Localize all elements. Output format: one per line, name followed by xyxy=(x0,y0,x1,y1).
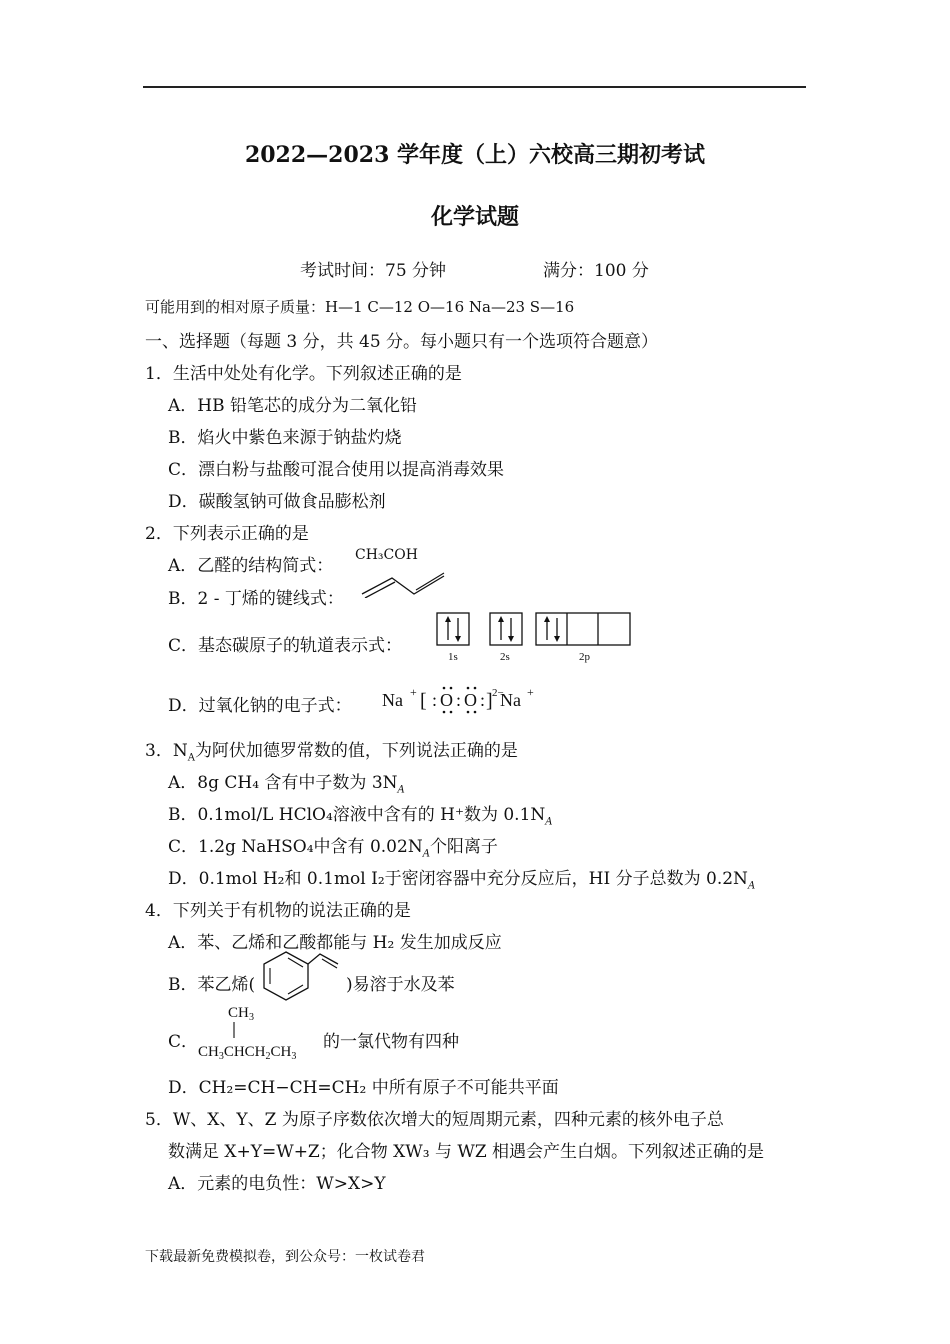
peroxide-electron-formula xyxy=(380,678,540,718)
q2-stem: 2．下列表示正确的是 xyxy=(145,524,309,544)
q1-option-d: D．碳酸氢钠可做食品膨松剂 xyxy=(168,492,386,512)
q1-option-a: A．HB 铅笔芯的成分为二氧化铅 xyxy=(168,396,417,416)
svg-text:[: [ xyxy=(420,690,427,712)
orbital-diagram xyxy=(432,610,637,666)
svg-text:O: O xyxy=(440,690,453,710)
svg-text:+: + xyxy=(410,685,417,699)
na-left: Na xyxy=(382,690,403,710)
svg-text::: : xyxy=(456,690,462,710)
orbital-label-2p: 2p xyxy=(579,651,590,663)
q4-stem: 4．下列关于有机物的说法正确的是 xyxy=(145,901,411,921)
svg-text::: : xyxy=(480,690,486,710)
q3-option-b: B．0.1mol/L HClO₄溶液中含有的 H⁺数为 $0.1N_A$ xyxy=(168,805,553,828)
section-heading: 一、选择题（每题 3 分，共 45 分。每小题只有一个选项符合题意） xyxy=(145,332,659,352)
q4-option-c-text: 的一氯代物有四种 xyxy=(323,1032,459,1052)
q4-option-d: D．CH₂=CH−CH=CH₂ 中所有原子不可能共平面 xyxy=(168,1078,559,1098)
svg-text:]: ] xyxy=(486,690,493,712)
q4-option-c-label: C． xyxy=(168,1032,199,1052)
exam-time: 考试时间：75 分钟 xyxy=(300,261,447,281)
atomic-masses: 可能用到的相对原子质量：H—1 C—12 O—16 Na—23 S—16 xyxy=(145,298,575,316)
butene-skeletal-icon xyxy=(360,570,450,598)
q3-option-d: D．0.1mol H₂和 0.1mol I₂于密闭容器中充分反应后，HI 分子总数为 $0.2N_A$ xyxy=(168,869,756,892)
q1-option-b: B．焰火中紫色来源于钠盐灼烧 xyxy=(168,428,402,448)
q3-option-c: C．1.2g NaHSO₄中含有 $0.02N_A$个阳离子 xyxy=(168,837,498,860)
top-rule xyxy=(143,86,806,88)
orbital-label-1s: 1s xyxy=(448,651,458,663)
na-right: Na xyxy=(500,690,521,710)
q3-option-a: A．8g CH₄ 含有中子数为 $3N_A$ xyxy=(168,773,405,796)
styrene-structure-icon xyxy=(258,946,350,1004)
q5-stem-line1: 5．W、X、Y、Z 为原子序数依次增大的短周期元素，四种元素的核外电子总 xyxy=(145,1110,724,1130)
q1-option-c: C．漂白粉与盐酸可混合使用以提高消毒效果 xyxy=(168,460,505,480)
q2-option-a: A．乙醛的结构简式： xyxy=(168,556,334,576)
q4-option-b-part1: B．苯乙烯( xyxy=(168,975,256,995)
q2-option-d: D．过氧化钠的电子式： xyxy=(168,696,352,716)
exam-title: 2022—2023 学年度（上）六校高三期初考试 xyxy=(244,142,706,168)
q2-option-b: B．2 - 丁烯的键线式： xyxy=(168,589,344,609)
q3-stem: 3．$N_A$为阿伏加德罗常数的值，下列说法正确的是 xyxy=(145,741,518,764)
svg-text:O: O xyxy=(464,690,477,710)
footer-note: 下载最新免费模拟卷，到公众号：一枚试卷君 xyxy=(145,1249,425,1265)
svg-text:2−: 2− xyxy=(492,687,504,699)
svg-text:CH: CH xyxy=(228,1005,249,1021)
svg-text:+: + xyxy=(527,685,534,699)
q1-stem: 1．生活中处处有化学。下列叙述正确的是 xyxy=(145,364,462,384)
svg-text:CH3CHCH2CH3: $CH_3CHCH_2CH_3$ xyxy=(198,1044,297,1062)
q2-option-c: C．基态碳原子的轨道表示式： xyxy=(168,636,403,656)
svg-text:3: 3 xyxy=(249,1012,254,1023)
svg-text::: : xyxy=(432,690,438,710)
q5-option-a: A．元素的电负性：W>X>Y xyxy=(168,1174,386,1194)
exam-score: 满分：100 分 xyxy=(543,261,649,281)
q2-a-formula: CH₃COH xyxy=(355,547,418,563)
exam-subtitle: 化学试题 xyxy=(430,204,519,230)
orbital-label-2s: 2s xyxy=(500,651,510,663)
isopentane-structure xyxy=(196,1000,320,1064)
q4-option-a: A．苯、乙烯和乙酸都能与 H₂ 发生加成反应 xyxy=(168,933,502,953)
q4-option-b-part2: )易溶于水及苯 xyxy=(346,975,455,995)
q5-stem-line2: 数满足 X+Y=W+Z；化合物 XW₃ 与 WZ 相遇会产生白烟。下列叙述正确的是 xyxy=(168,1142,765,1162)
